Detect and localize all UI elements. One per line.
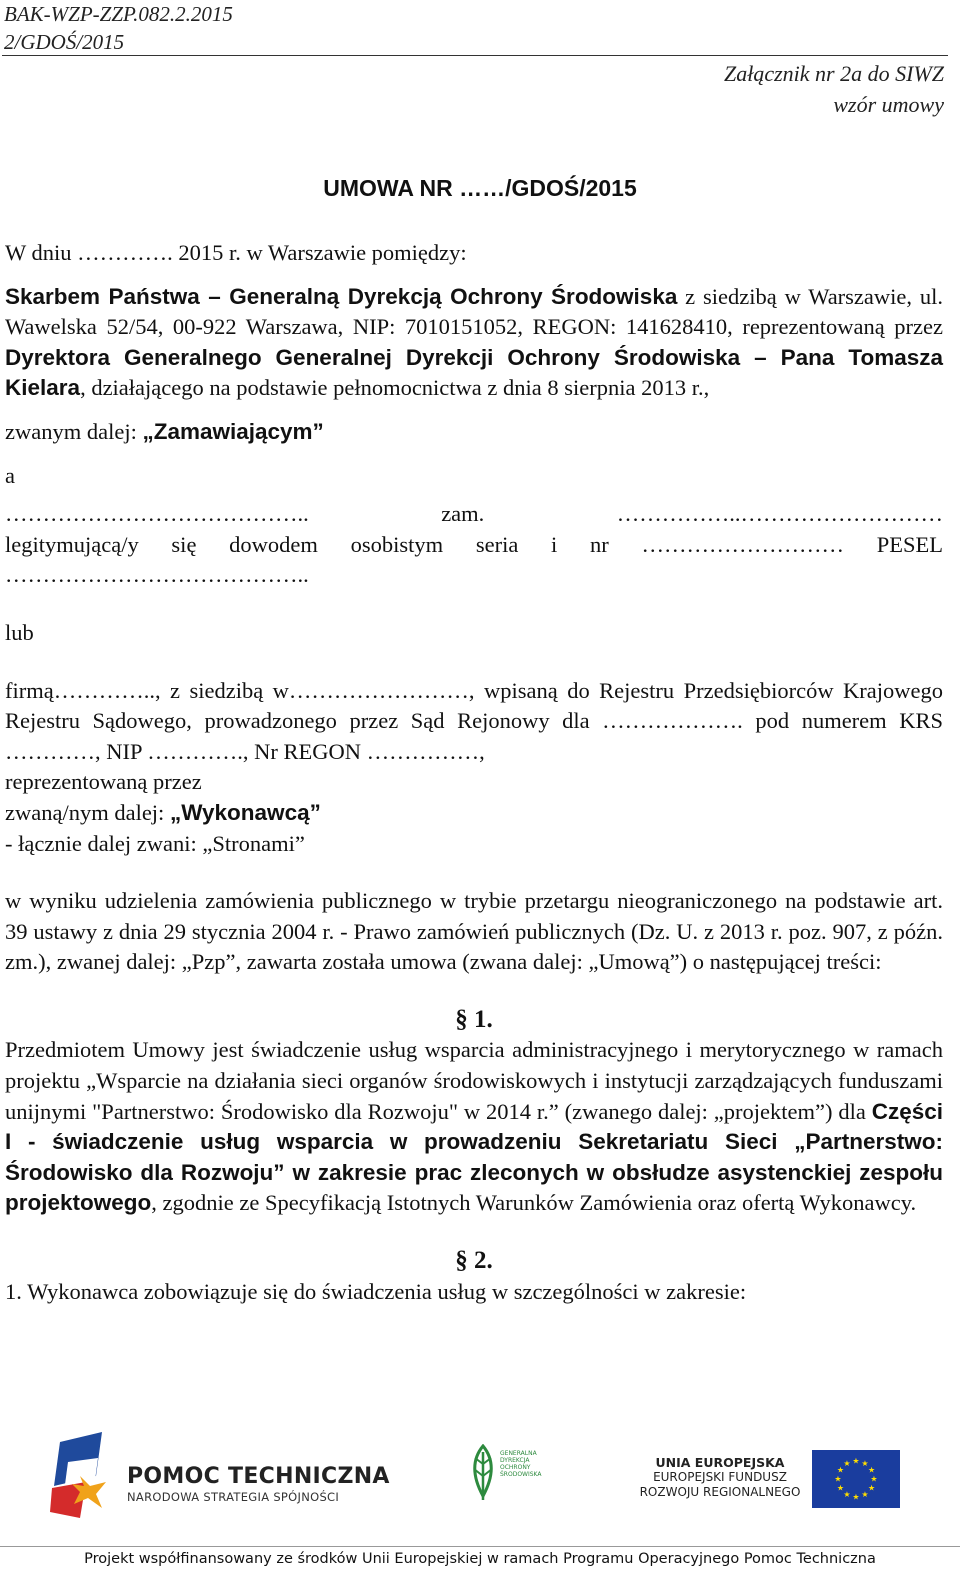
section-1-part: Części I - świadczenie usług wsparcia w prowadzeniu Sekretariatu Sieci „Partnerstwo: Środowisko dla Rozwoju” w zakresie prac zleconych w obsłudze asystenckiej zespołu projektowego <box>5 1098 943 1216</box>
eu-star-icon: ★ <box>843 1458 851 1468</box>
date-line: W dniu …………. 2015 r. w Warszawie pomiędzy: <box>5 240 467 265</box>
annex-subtitle: wzór umowy <box>833 92 944 117</box>
party-ordering <box>5 282 943 404</box>
reference-case: 2/GDOŚ/2015 <box>4 30 125 54</box>
eu-star-icon: ★ <box>868 1465 876 1475</box>
ordering-alias <box>5 417 943 448</box>
conjunction-lub: lub <box>5 619 34 645</box>
section-1-outro: , zgodnie ze Specyfikacją Istotnych Warunków Zamówienia oraz ofertą Wykonawcy. <box>151 1190 917 1216</box>
eu-label-line-3: ROZWOJU REGIONALNEGO <box>639 1485 801 1499</box>
contractor-person-line-3: ………………………………….. <box>5 562 309 588</box>
conjunction-a: a <box>5 462 15 488</box>
ordering-alias-name: „Zamawiającym” <box>142 418 324 444</box>
party-ordering-representative: Dyrektora Generalnego Generalnej Dyrekcji Ochrony Środowiska – Pana Tomasza Kielara <box>5 344 943 401</box>
eu-star-icon: ★ <box>861 1490 869 1500</box>
header-rule <box>2 55 948 56</box>
ordering-alias-label: zwanym dalej: <box>5 418 143 444</box>
funding-footer: Projekt współfinansowany ze środków Unii Europejskiej w ramach Programu Operacyjnego Pomoc Techniczna <box>84 1551 876 1567</box>
eu-star-icon: ★ <box>836 1465 844 1475</box>
annex-title: Załącznik nr 2a do SIWZ <box>724 61 944 86</box>
eu-star-icon: ★ <box>834 1474 842 1484</box>
pomoc-techniczna-subtitle: NARODOWA STRATEGIA SPÓJNOŚCI <box>127 1490 340 1504</box>
contract-title: UMOWA NR ……/GDOŚ/2015 <box>323 175 637 201</box>
parties-alias: - łącznie dalej zwani: „Stronami” <box>5 830 305 856</box>
contractor-alias-name: „Wykonawcą” <box>169 799 321 825</box>
section-1-intro: Przedmiotem Umowy jest świadczenie usług wsparcia administracyjnego i merytorycznego w ramach projektu „Wsparcie na działania sieci organów środowiskowych i instytucji zarządzających funduszami unijnymi "Partnerstwo: Środowisko dla Rozwoju" w 2014 r.” (zwanego dalej: „projektem”) dla <box>5 1037 943 1124</box>
procurement-basis: w wyniku udzielenia zamówienia publicznego w trybie przetargu nieograniczonego na podstawie art. 39 ustawy z dnia 29 stycznia 2004 r. - Prawo zamówień publicznych (Dz. U. z 2013 r. poz. 907, z późn. zm.), zwanej dalej: „Pzp”, zawarta została umowa (zwana dalej: „Umową”) o następującej treści: <box>5 888 943 975</box>
pomoc-techniczna-label <box>127 1464 390 1504</box>
gdos-line-1: GENERALNA <box>500 1450 537 1457</box>
section-1-text <box>5 1035 943 1219</box>
gdos-leaf-logo-icon <box>467 1444 499 1502</box>
section-1-heading: § 1. <box>455 1005 493 1033</box>
eu-fund-label <box>636 1455 804 1500</box>
contractor-represented: reprezentowaną przez <box>5 769 202 795</box>
party-ordering-address: z siedzibą w Warszawie, ul. Wawelska 52/54, 00-922 Warszawa, NIP: 7010151052, REGON: 141628410, reprezentowaną przez <box>5 283 943 340</box>
contractor-alias-label: zwaną/nym dalej: <box>5 799 170 825</box>
gdos-line-2: DYREKCJA <box>500 1457 530 1464</box>
reference-number: BAK-WZP-ZZP.082.2.2015 <box>4 2 233 26</box>
contractor-alias <box>5 798 943 829</box>
eu-star-icon: ★ <box>852 1492 860 1502</box>
logo-bar <box>0 1428 960 1538</box>
gdos-line-3: OCHRONY <box>500 1464 531 1471</box>
eu-star-icon: ★ <box>836 1483 844 1493</box>
eu-label-line-1: UNIA EUROPEJSKA <box>655 1455 785 1470</box>
eu-flag-icon <box>812 1450 900 1508</box>
pomoc-techniczna-title: POMOC TECHNICZNA <box>127 1464 390 1489</box>
eu-star-icon: ★ <box>870 1474 878 1484</box>
eu-label-line-2: EUROPEJSKI FUNDUSZ <box>653 1470 787 1484</box>
contract-body <box>5 238 943 1307</box>
eu-star-icon: ★ <box>843 1490 851 1500</box>
eu-star-icon: ★ <box>868 1483 876 1493</box>
eu-star-icon: ★ <box>861 1458 869 1468</box>
pomoc-techniczna-logo-icon <box>50 1432 120 1518</box>
party-ordering-authority: , działającego na podstawie pełnomocnictwa z dnia 8 sierpnia 2013 r., <box>80 375 710 401</box>
section-2-heading: § 2. <box>455 1247 493 1275</box>
party-ordering-name: Skarbem Państwa – Generalną Dyrekcją Ochrony Środowiska <box>5 283 678 309</box>
section-2-item-1: 1. Wykonawca zobowiązuje się do świadczenia usług w szczególności w zakresie: <box>5 1278 747 1304</box>
document-reference <box>4 0 233 56</box>
contractor-person-line-1: ………………………………….. zam. ……………..……………………… <box>5 501 943 527</box>
annex-label <box>724 58 944 120</box>
gdos-logo-text <box>500 1450 542 1478</box>
contractor-person-line-2: legitymującą/y się dowodem osobistym seria i nr ……………………… PESEL <box>5 531 943 557</box>
eu-star-icon: ★ <box>852 1456 860 1466</box>
contractor-firm: firmą………….., z siedzibą w……………………, wpisaną do Rejestru Przedsiębiorców Krajowego Rejestru Sądowego, prowadzonego przez Sąd Rejonowy dla ………………. pod numerem KRS …………, NIP …………., Nr REGON ……………, <box>5 677 943 764</box>
gdos-line-4: ŚRODOWISKA <box>500 1471 542 1478</box>
